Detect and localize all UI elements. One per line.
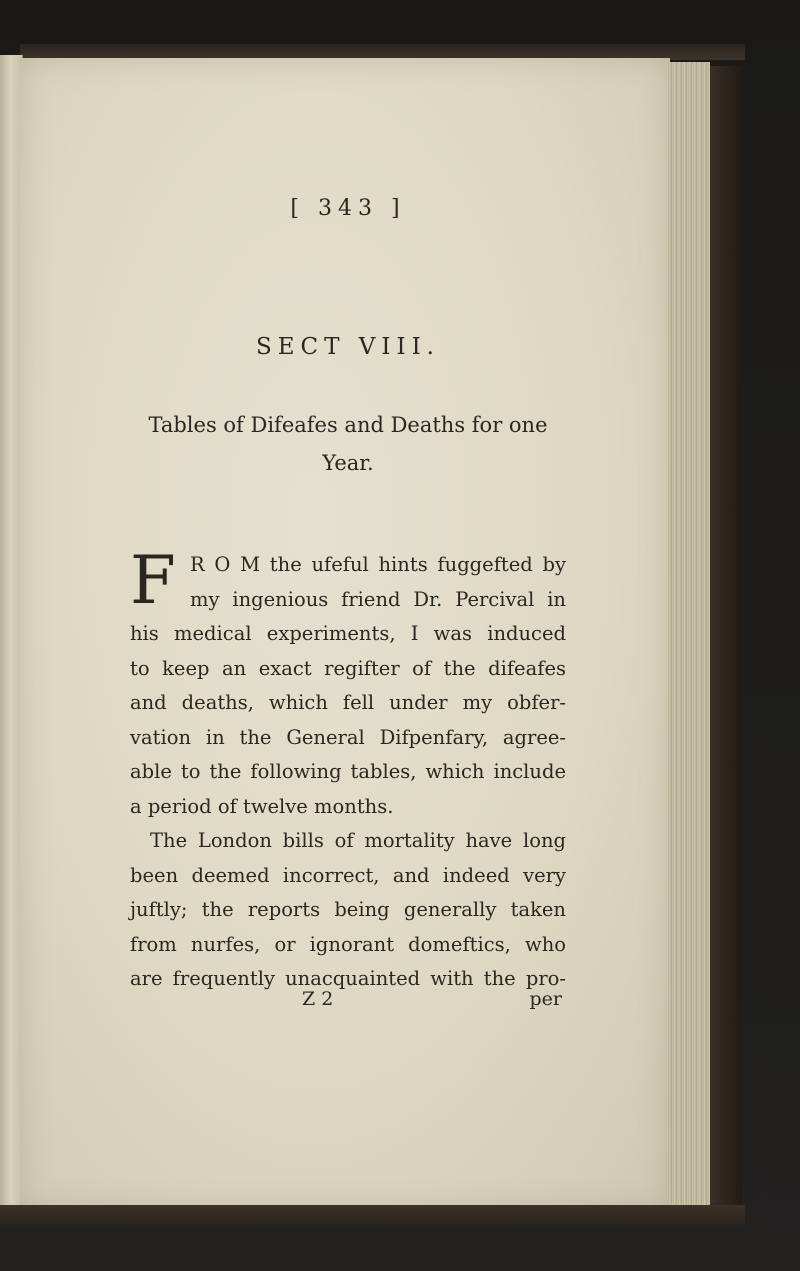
book-page [20,58,670,1210]
chapter-title [130,406,566,482]
text-line: The London bills of mortality have long [150,829,566,852]
text-line: a period of twelve months. [130,794,394,818]
text-line: juftly; the reports being generally taken [130,898,566,921]
signature-mark: Z 2 [302,988,334,1010]
text-line: my ingenious friend Dr. Percival in [190,587,566,611]
text-line: and deaths, which fell under my obfer- [130,691,566,714]
chapter-title-line-2: Year. [322,451,374,475]
book-binding [710,66,742,1214]
text-line: from nurfes, or ignorant domeftics, who [130,932,566,956]
text-line: are frequently unacquainted with the pro- [130,967,566,990]
text-line: been deemed incorrect, and indeed very [130,863,566,887]
section-heading: SECT VIII. [256,334,440,360]
page-number: [ 343 ] [290,196,406,221]
chapter-title-line-1: Tables of Difeafes and Deaths for one [148,413,548,437]
catchword: per [529,988,562,1010]
text-line: able to the following tables, which include [130,760,566,783]
page-block-edges [668,62,710,1212]
bottom-cover-board [0,1205,745,1225]
body-text [130,542,566,997]
paragraph-2 [130,824,566,997]
text-line: R O M the ufeful hints fuggefted by [190,553,566,576]
paragraph-1 [130,542,566,824]
text-line: vation in the General Difpenfary, agree- [130,725,566,749]
text-line: to keep an exact regifter of the difeafes [130,656,566,680]
drop-cap-letter: F [130,542,176,619]
text-line: his medical experiments, I was induced [130,622,566,645]
